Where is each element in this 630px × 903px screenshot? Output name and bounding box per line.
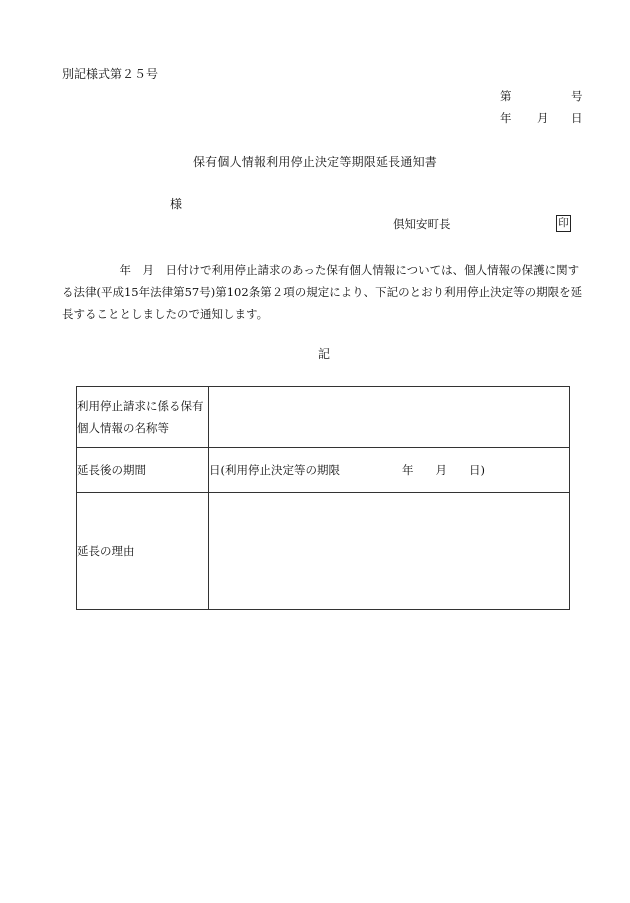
details-table	[76, 386, 570, 610]
document-number-suffix: 号	[571, 89, 583, 103]
period-deadline-day-close: 日)	[469, 463, 485, 477]
form-number: 別記様式第２５号	[62, 67, 159, 81]
issue-date-month: 月	[537, 111, 549, 125]
seal-mark: 印	[556, 215, 571, 232]
issue-date-day: 日	[571, 111, 583, 125]
table-row	[77, 448, 570, 493]
period-deadline-month: 月	[435, 463, 447, 477]
ki-heading: 記	[318, 347, 331, 361]
extension-reason-label: 延長の理由	[77, 544, 135, 558]
extension-reason-label-cell	[77, 493, 209, 610]
body-text-line-3: 長することとしましたので通知します。	[62, 307, 269, 321]
extended-period-label: 延長後の期間	[77, 463, 146, 477]
issuer-name: 倶知安町長	[393, 217, 451, 231]
body-text-line-2: る法律(平成15年法律第57号)第102条第２項の規定により、下記のとおり利用停止決定等の期限を延	[62, 285, 583, 299]
table-row	[77, 387, 570, 448]
issue-date-year: 年	[500, 111, 512, 125]
period-deadline-year: 年	[402, 463, 414, 477]
extension-reason-value-cell	[209, 493, 570, 610]
info-name-label: 利用停止請求に係る保有 個人情報の名称等	[77, 399, 204, 435]
extended-period-value-cell	[209, 448, 570, 493]
info-name-label-cell	[77, 387, 209, 448]
period-days-unit: 日	[209, 463, 221, 477]
addressee-suffix: 様	[170, 197, 183, 211]
info-name-value-cell	[209, 387, 570, 448]
document-number-prefix: 第	[500, 89, 512, 103]
table-row	[77, 493, 570, 610]
document-title: 保有個人情報利用停止決定等期限延長通知書	[192, 155, 437, 169]
extended-period-label-cell	[77, 448, 209, 493]
body-text-line-1: 年 月 日付けで利用停止請求のあった保有個人情報については、個人情報の保護に関す	[62, 263, 580, 277]
period-deadline-open: (利用停止決定等の期限	[220, 463, 340, 477]
